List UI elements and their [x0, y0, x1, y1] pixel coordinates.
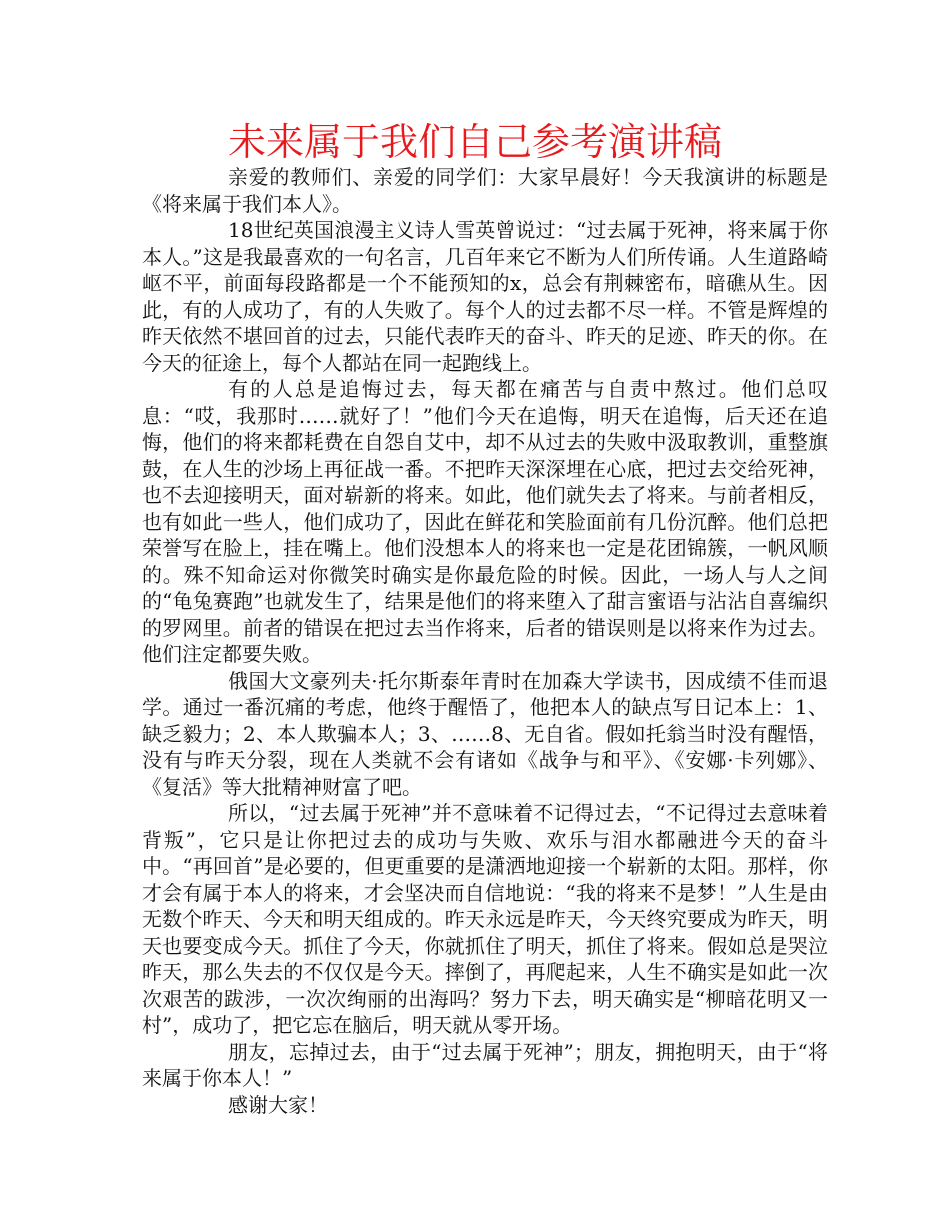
paragraph-quote: 18世纪英国浪漫主义诗人雪英曾说过：“过去属于死神，将来属于你本人。”这是我最喜欢的一句名言，几百年来它不断为人们所传诵。人生道路崎岖不平，前面每段路都是一个不能预知的x，总会有荆棘密布，暗礁从生。因此，有的人成功了，有的人失败了。每个人的过去都不尽一样。不管是辉煌的昨天依然不堪回首的过去，只能代表昨天的奋斗、昨天的足迹、昨天的你。在今天的征途上，每个人都站在同一起跑线上。 — [142, 218, 828, 375]
paragraph-so: 所以，“过去属于死神”并不意味着不记得过去，“不记得过去意味着背叛”，它只是让你把过去的成功与失败、欢乐与泪水都融进今天的奋斗中。“再回首”是必要的，但更重要的是潇洒地迎接一个崭新的太阳。那样，你才会有属于本人的将来，才会坚决而自信地说：“我的将来不是梦！”人生是由无数个昨天、今天和明天组成的。昨天永远是昨天，今天终究要成为昨天，明天也要变成今天。抓住了今天，你就抓住了明天，抓住了将来。假如总是哭泣昨天，那么失去的不仅仅是今天。摔倒了，再爬起来，人生不确实是如此一次次艰苦的跋涉，一次次绚丽的出海吗？努力下去，明天确实是“柳暗花明又一村”，成功了，把它忘在脑后，明天就从零开场。 — [142, 801, 828, 1037]
paragraph-friends: 朋友，忘掉过去，由于“过去属于死神”；朋友，拥抱明天，由于“将来属于你本人！” — [142, 1039, 828, 1090]
paragraph-greeting: 亲爱的教师们、亲爱的同学们：大家早晨好！今天我演讲的标题是《将来属于我们本人》。 — [142, 165, 828, 216]
paragraph-tolstoy: 俄国大文豪列夫·托尔斯泰年青时在加森大学读书，因成绩不佳而退学。通过一番沉痛的考虑，他终于醒悟了，他把本人的缺点写日记本上：1、缺乏毅力；2、本人欺骗本人；3、……8、无自省。假如托翁当时没有醒悟，没有与昨天分裂，现在人类就不会有诸如《战争与和平》、《安娜·卡列娜》、《复活》等大批精神财富了吧。 — [142, 668, 828, 799]
document-body — [142, 164, 828, 1118]
paragraph-regret: 有的人总是追悔过去，每天都在痛苦与自责中熬过。他们总叹息：“哎，我那时……就好了！”他们今天在追悔，明天在追悔，后天还在追悔，他们的将来都耗费在自怨自艾中，却不从过去的失败中汲取教训，重整旗鼓，在人生的沙场上再征战一番。不把昨天深深埋在心底，把过去交给死神，也不去迎接明天，面对崭新的将来。如此，他们就失去了将来。与前者相反，也有如此一些人，他们成功了，因此在鲜花和笑脸面前有几份沉醉。他们总把荣誉写在脸上，挂在嘴上。他们没想本人的将来也一定是花团锦簇，一帆风顺的。殊不知命运对你微笑时确实是你最危险的时候。因此，一场人与人之间的“龟兔赛跑”也就发生了，结果是他们的将来堕入了甜言蜜语与沾沾自喜编织的罗网里。前者的错误在把过去当作将来，后者的错误则是以将来作为过去。他们注定都要失败。 — [142, 377, 828, 666]
paragraph-thanks: 感谢大家！ — [228, 1092, 328, 1117]
document-title: 未来属于我们自己参考演讲稿 — [227, 120, 722, 164]
